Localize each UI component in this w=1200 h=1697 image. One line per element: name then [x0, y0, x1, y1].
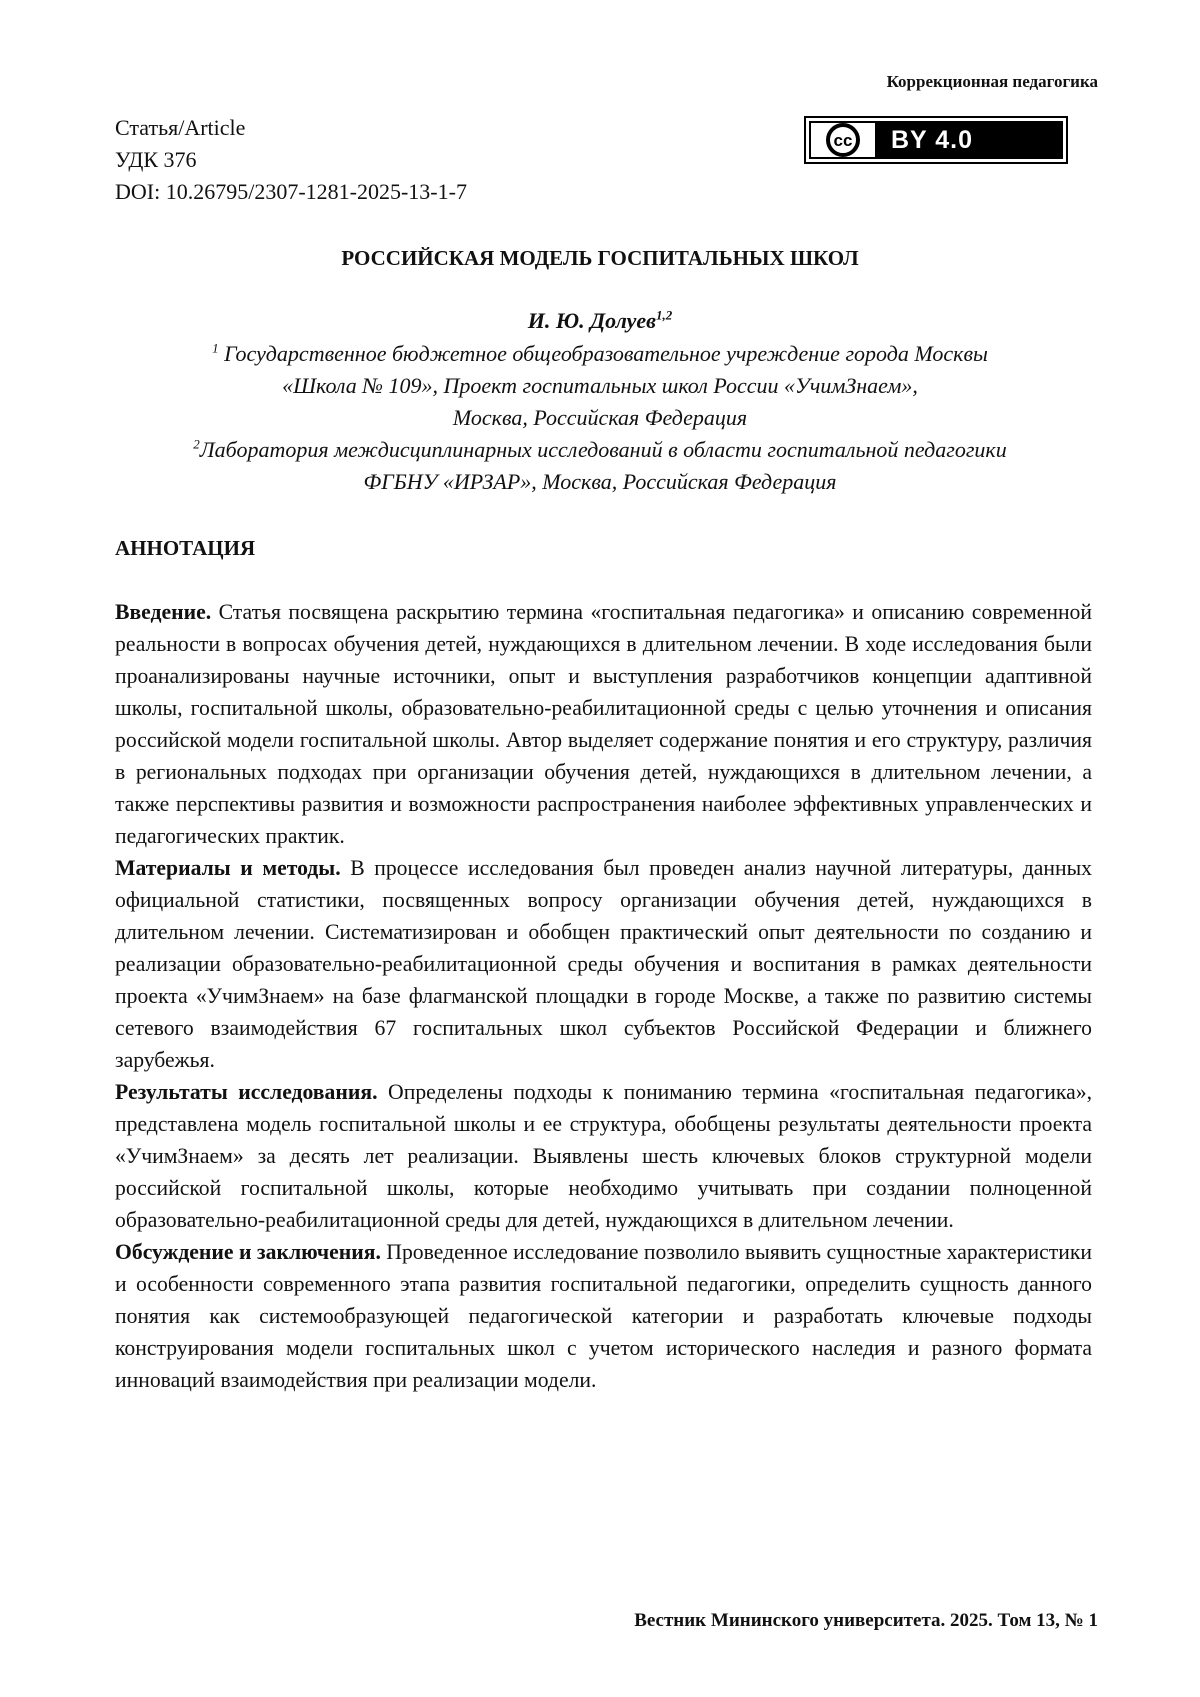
- doi[interactable]: DOI: 10.26795/2307-1281-2025-13-1-7: [115, 176, 467, 208]
- abstract-body: [115, 596, 1092, 1396]
- abstract-section-results: [115, 1076, 1092, 1236]
- section-text: Статья посвящена раскрытию термина «госпитальная педагогика» и описанию современной реальности в вопросах обучения детей, нуждающихся в длительном лечении. В ходе исследования были проанализированы научные источники, опыт и выступления разработчиков концепции адаптивной школы, госпитальной школы, образовательно-реабилитационной среды с целью уточнения и описания российской модели госпитальной школы. Автор выделяет содержание понятия и его структуру, различия в региональных подходах при организации обучения детей, нуждающихся в длительном лечении, а также перспективы развития и возможности распространения наиболее эффективных управленческих и педагогических практик.: [115, 600, 1092, 848]
- affiliation-1-line-3: Москва, Российская Федерация: [0, 402, 1200, 434]
- abstract-section-methods: [115, 852, 1092, 1076]
- affiliation-2-mark: 2: [193, 437, 200, 452]
- article-meta: [115, 112, 467, 208]
- section-lead: Введение.: [115, 600, 211, 624]
- license-badge-inner: [809, 121, 1063, 159]
- running-head: Коррекционная педагогика: [887, 72, 1098, 92]
- cc-by-license-badge[interactable]: [804, 116, 1068, 164]
- journal-footer: Вестник Мининского университета. 2025. Том 13, № 1: [634, 1610, 1098, 1632]
- cc-circle-icon: [819, 122, 867, 158]
- section-lead: Материалы и методы.: [115, 856, 341, 880]
- affiliation-2-text-1: Лаборатория междисциплинарных исследований в области госпитальной педагогики: [200, 437, 1007, 462]
- affiliation-2-line-2: ФГБНУ «ИРЗАР», Москва, Российская Федерация: [0, 466, 1200, 498]
- udc-code: УДК 376: [115, 144, 467, 176]
- affiliation-2-line-1: [0, 434, 1200, 466]
- section-lead: Обсуждение и заключения.: [115, 1240, 381, 1264]
- article-page: [0, 0, 1200, 1697]
- creative-commons-icon: [811, 123, 875, 157]
- article-type: Статья/Article: [115, 112, 467, 144]
- section-lead: Результаты исследования.: [115, 1080, 378, 1104]
- author-affiliation-marks: 1,2: [656, 308, 672, 323]
- affiliations: [0, 338, 1200, 498]
- cc-symbol: cc: [834, 131, 853, 150]
- affiliation-1-line-1: [0, 338, 1200, 370]
- article-title: РОССИЙСКАЯ МОДЕЛЬ ГОСПИТАЛЬНЫХ ШКОЛ: [0, 246, 1200, 271]
- license-by-label: BY 4.0: [875, 123, 1061, 157]
- affiliation-1-line-2: «Школа № 109», Проект госпитальных школ России «УчимЗнаем»,: [0, 370, 1200, 402]
- abstract-heading: АННОТАЦИЯ: [115, 536, 255, 561]
- section-text: Проведенное исследование позволило выявить сущностные характеристики и особенности современного этапа развития госпитальной педагогики, определить сущность данного понятия как системообразующей педагогической категории и разработать ключевые подходы конструирования модели госпитальных школ с учетом исторического наследия и разного формата инноваций взаимодействия при реализации модели.: [115, 1240, 1092, 1392]
- section-text: Определены подходы к пониманию термина «госпитальная педагогика», представлена модель госпитальной школы и ее структура, обобщены результаты деятельности проекта «УчимЗнаем» за десять лет реализации. Выявлены шесть ключевых блоков структурной модели российской госпитальной школы, которые необходимо учитывать при создании полноценной образовательно-реабилитационной среды для детей, нуждающихся в длительном лечении.: [115, 1080, 1092, 1232]
- affiliation-1-text-1: Государственное бюджетное общеобразовательное учреждение города Москвы: [219, 341, 988, 366]
- abstract-section-discussion: [115, 1236, 1092, 1396]
- author-name: И. Ю. Долуев: [528, 308, 656, 333]
- author-line: [0, 308, 1200, 334]
- affiliation-1-mark: 1: [212, 341, 219, 356]
- abstract-section-introduction: [115, 596, 1092, 852]
- section-text: В процессе исследования был проведен анализ научной литературы, данных официальной статистики, посвященных вопросу организации обучения детей, нуждающихся в длительном лечении. Систематизирован и обобщен практический опыт деятельности по созданию и реализации образовательно-реабилитационной среды обучения и воспитания в рамках деятельности проекта «УчимЗнаем» на базе флагманской площадки в городе Москве, а также по развитию системы сетевого взаимодействия 67 госпитальных школ субъектов Российской Федерации и ближнего зарубежья.: [115, 856, 1092, 1072]
